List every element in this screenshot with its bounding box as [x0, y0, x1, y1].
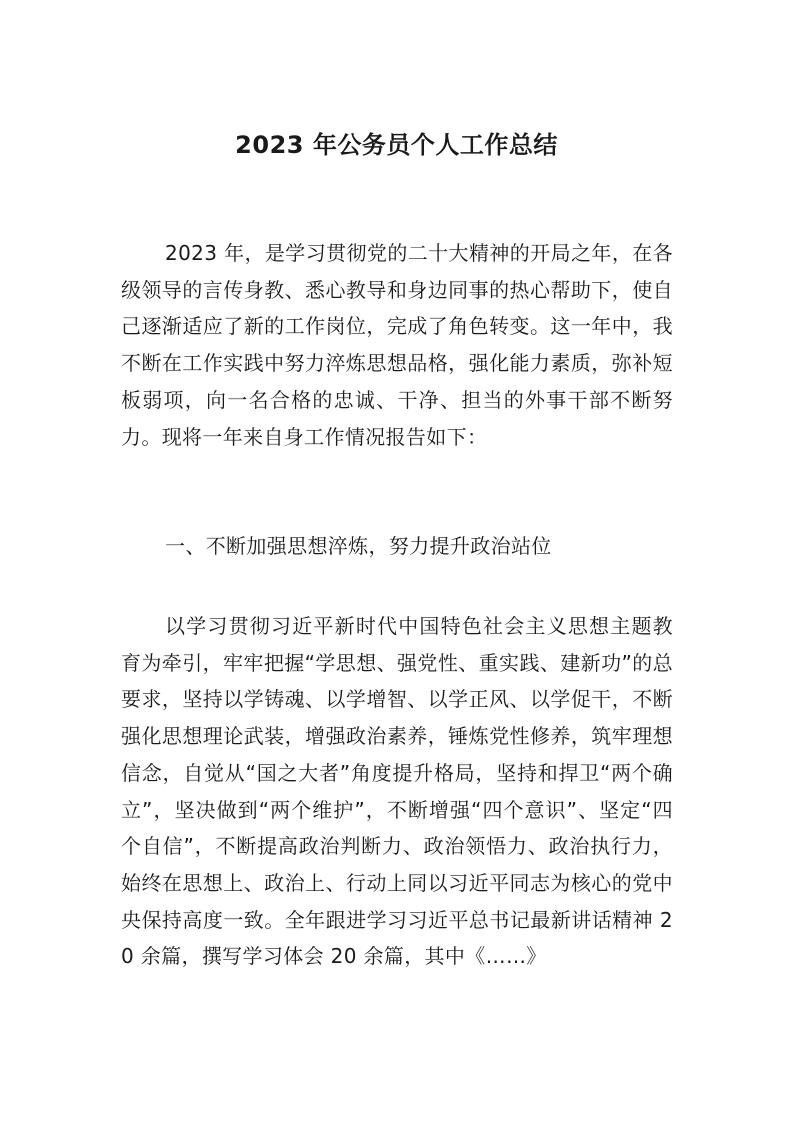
intro-paragraph: 2023 年，是学习贯彻党的二十大精神的开局之年，在各级领导的言传身教、悉心教导和身边同事的热心帮助下，使自己逐渐适应了新的工作岗位，完成了角色转变。这一年中，我不断在工作实践中努力淬炼思想品格，强化能力素质，弥补短板弱项，向一名合格的忠诚、干净、担当的外事干部不断努力。现将一年来自身工作情况报告如下：	[121, 241, 673, 449]
section-1-paragraph: 以学习贯彻习近平新时代中国特色社会主义思想主题教育为牵引，牢牢把握“学思想、强党性、重实践、建新功”的总要求，坚持以学铸魂、以学增智、以学正风、以学促干，不断强化思想理论武装，增强政治素养，锤炼党性修养，筑牢理想信念，自觉从“国之大者”角度提升格局，坚持和捍卫“两个确立”，坚决做到“两个维护”，不断增强“四个意识”、坚定“四个自信”，不断提高政治判断力、政治领悟力、政治执行力，始终在思想上、政治上、行动上同以习近平同志为核心的党中央保持高度一致。全年跟进学习习近平总书记最新讲话精神 20 余篇，撰写学习体会 20 余篇，其中《……》	[121, 614, 673, 969]
document-title: 2023 年公务员个人工作总结	[235, 131, 558, 159]
section-heading-1: 一、不断加强思想淬炼，努力提升政治站位	[165, 534, 552, 558]
